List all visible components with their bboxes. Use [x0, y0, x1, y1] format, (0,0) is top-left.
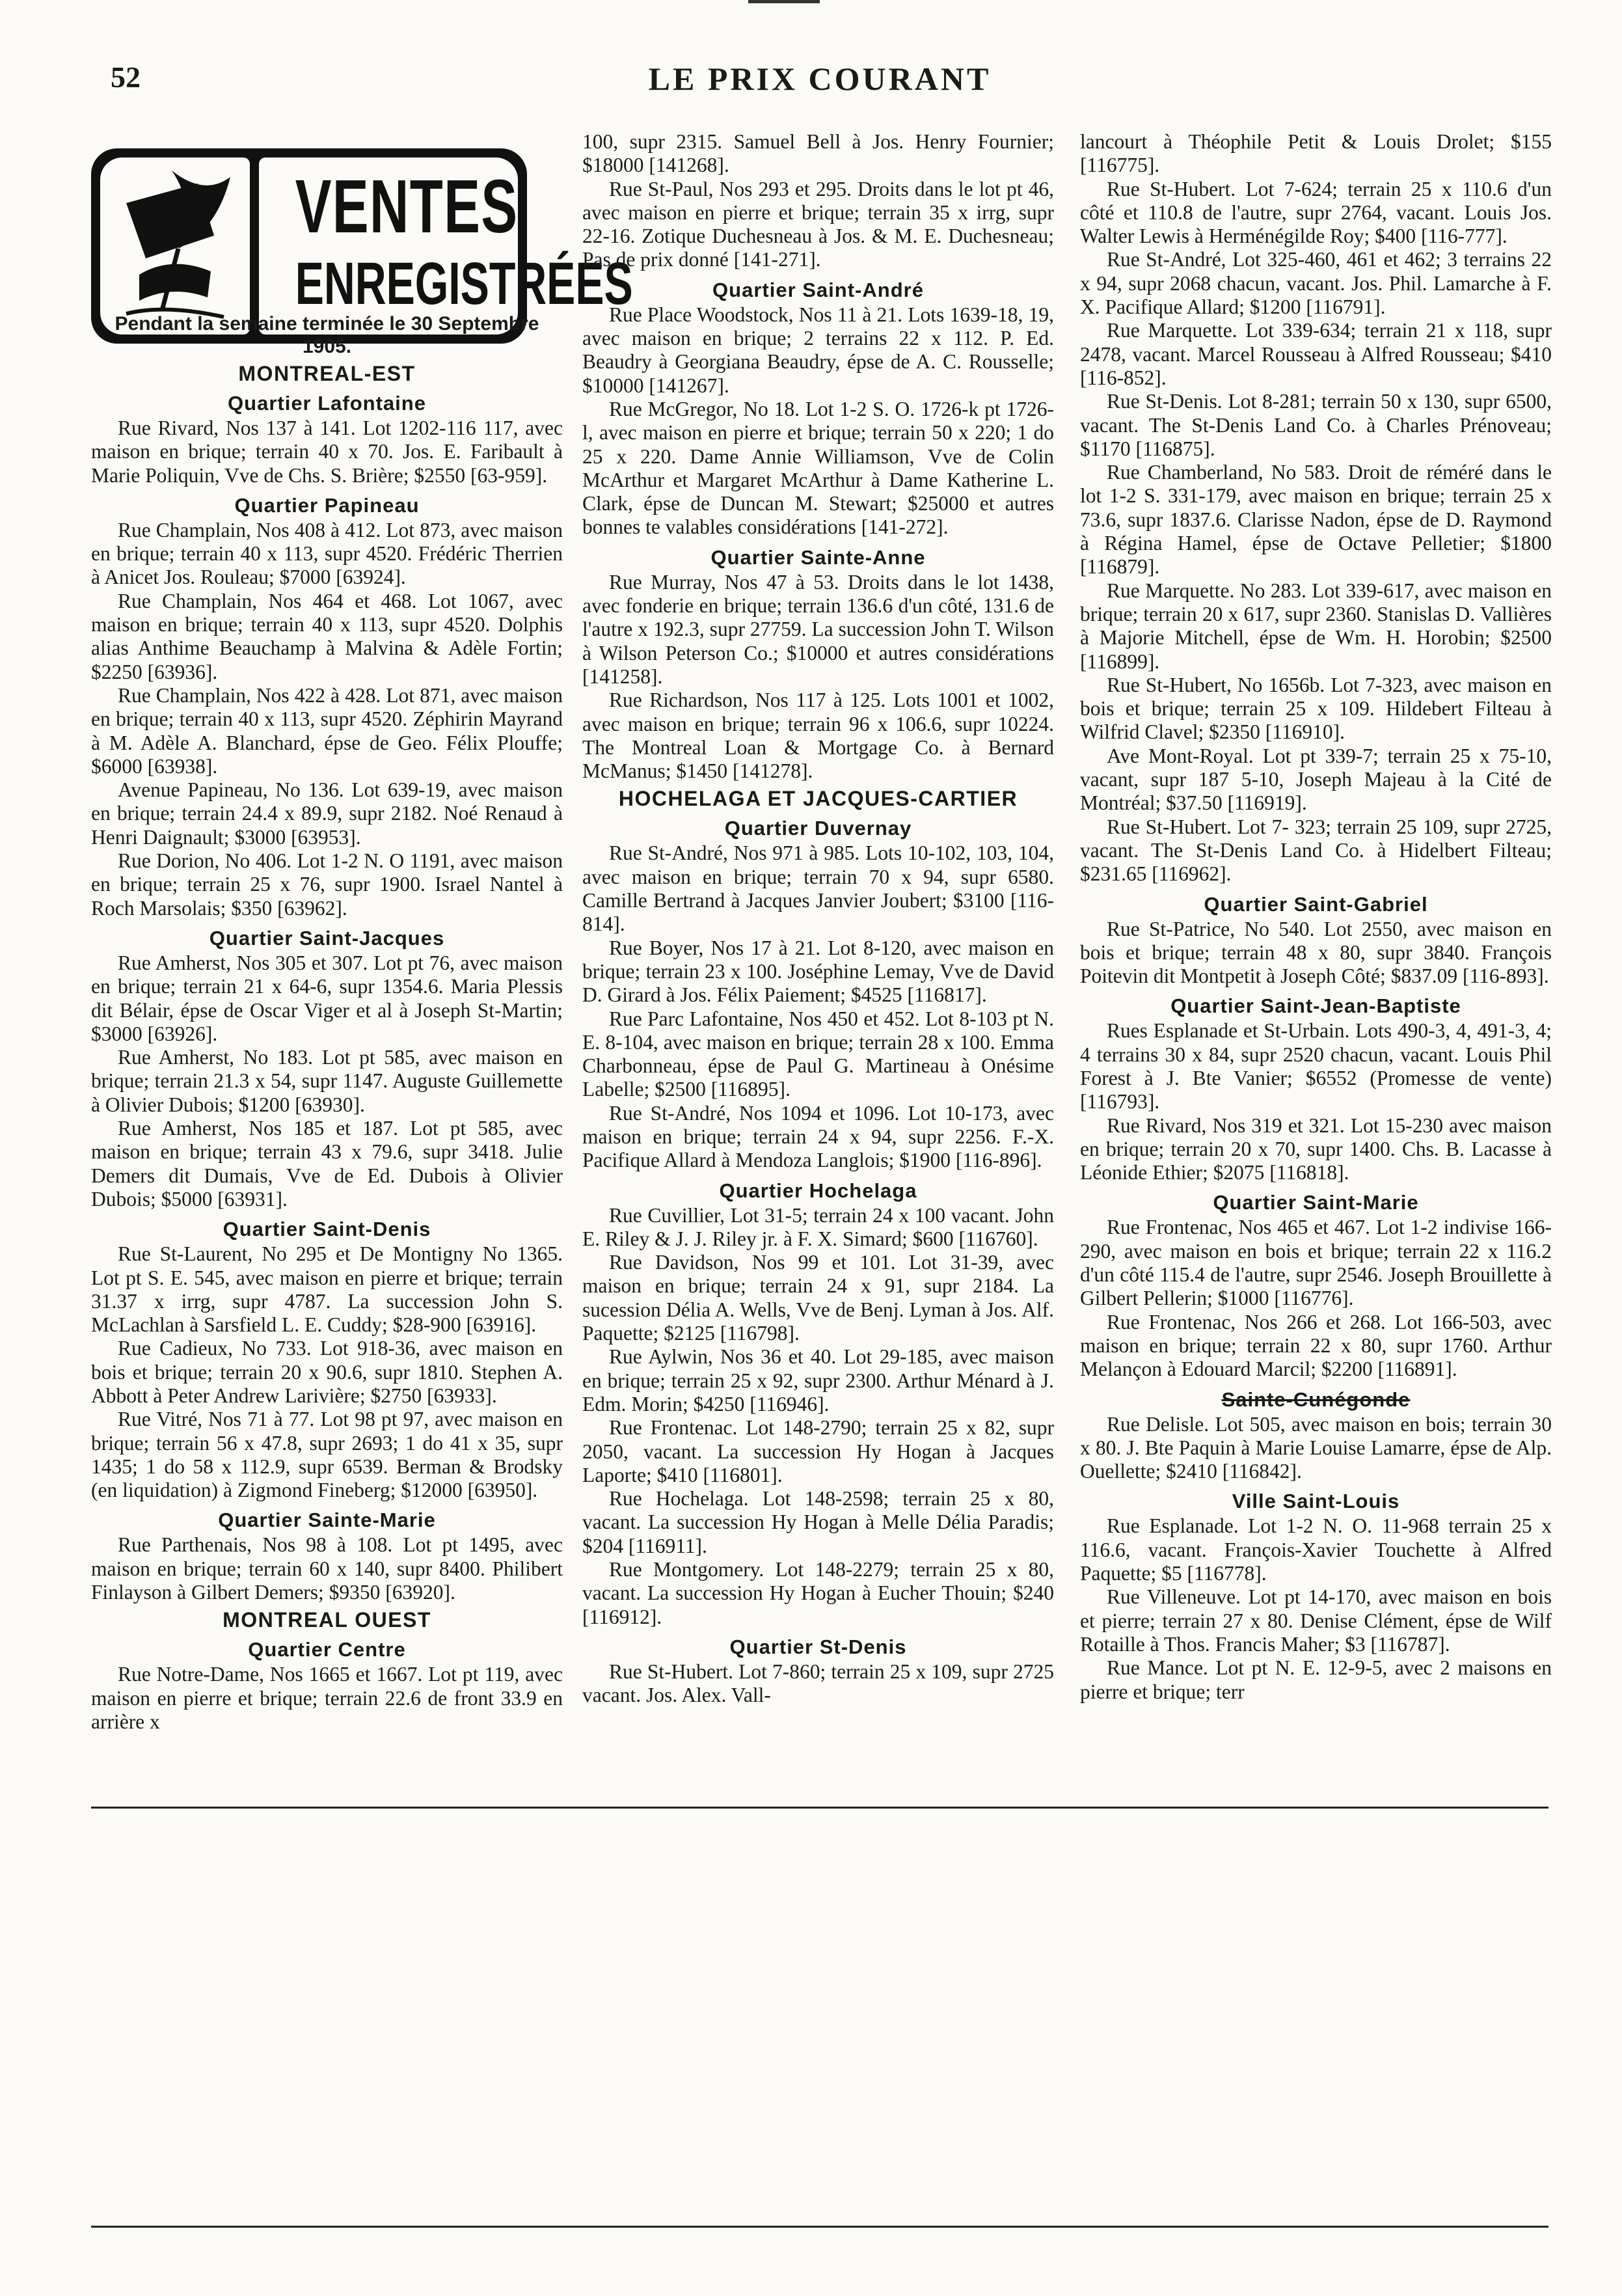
column-3: [1080, 130, 1552, 1704]
page-number: 52: [111, 61, 141, 94]
sale-entry: Rue St-Hubert. Lot 7- 323; terrain 25 109, supr 2725, vacant. The St-Denis Land Co. à Hidelbert Filteau; $231.65 [116962].: [1080, 815, 1552, 886]
section-heading: Quartier Saint-Jean-Baptiste: [1170, 994, 1461, 1018]
sale-entry: Rue Villeneuve. Lot pt 14-170, avec maison en bois et pierre; terrain 27 x 80. Denise Clément, épse de Wilf Rotaille à Thos. Francis Maher; $3 [116787].: [1080, 1585, 1552, 1656]
section-heading: Quartier Saint-Jacques: [209, 926, 445, 950]
column-1: [91, 312, 563, 1734]
sale-entry: Rue St-Hubert, No 1656b. Lot 7-323, avec maison en bois et brique; terrain 25 x 109. Hildebert Filteau à Wilfrid Clavel; $2350 [116910].: [1080, 673, 1552, 744]
sale-entry: Rue Hochelaga. Lot 148-2598; terrain 25 x 80, vacant. La succession Hy Hogan à Melle Délia Paradis; $204 [116911].: [582, 1487, 1054, 1557]
sale-entry: Rue St-Denis. Lot 8-281; terrain 50 x 130, supr 6500, vacant. The St-Denis Land Co. à Charles Prénoveau; $1170 [116875].: [1080, 390, 1552, 460]
sale-entry: Avenue Papineau, No 136. Lot 639-19, avec maison en brique; terrain 24.4 x 89.9, supr 2182. Noé Renaud à Henri Daignault; $3000 [63953].: [91, 778, 563, 849]
section-heading: Quartier Centre: [248, 1638, 406, 1661]
journal-title: LE PRIX COURANT: [648, 61, 992, 97]
sale-entry: 100, supr 2315. Samuel Bell à Jos. Henry Fournier; $18000 [141268].: [582, 130, 1054, 177]
sale-entry: Rue St-Hubert. Lot 7-860; terrain 25 x 109, supr 2725 vacant. Jos. Alex. Vall-: [582, 1660, 1054, 1707]
sale-entry: Rue Frontenac, Nos 465 et 467. Lot 1-2 indivise 166-290, avec maison en bois et brique; terrain 22 x 116.2 d'un côté 115.4 de l'autre, supr 2546. Joseph Brouillette à Gilbert Pellerin; $1000 [116776].: [1080, 1216, 1552, 1310]
sale-entry: Rue Montgomery. Lot 148-2279; terrain 25 x 80, vacant. La succession Hy Hogan à Eucher Thouin; $240 [116912].: [582, 1558, 1054, 1628]
section-heading: Quartier Saint-André: [712, 278, 924, 301]
sale-entry: Rue Rivard, Nos 137 à 141. Lot 1202-116 117, avec maison en brique; terrain 40 x 70. Jos. E. Faribault à Marie Poliquin, Vve de Chs. S. Brière; $2550 [63-959].: [91, 417, 563, 487]
sale-entry: Rue Davidson, Nos 99 et 101. Lot 31-39, avec maison en brique; terrain 24 x 91, supr 2184. La sucession Délia A. Wells, Vve de Benj. Lyman à Jos. Alf. Paquette; $2125 [116798].: [582, 1251, 1054, 1345]
top-rule: [748, 0, 820, 3]
banner-line-2: ENREGISTRÉES: [295, 251, 633, 317]
sale-entry: Rue Amherst, No 183. Lot pt 585, avec maison en brique; terrain 21.3 x 54, supr 1147. Auguste Guillemette à Olivier Dubois; $1200 [63930].: [91, 1046, 563, 1116]
quill-book-icon: [100, 157, 250, 335]
sale-entry: Ave Mont-Royal. Lot pt 339-7; terrain 25 x 75-10, vacant, supr 187 5-10, Joseph Majeau à la Cité de Montréal; $37.50 [116919].: [1080, 744, 1552, 815]
region-heading: MONTREAL-EST: [238, 362, 416, 385]
sale-entry: Rue Boyer, Nos 17 à 21. Lot 8-120, avec maison en brique; terrain 23 x 100. Joséphine Lemay, Vve de David D. Girard à Jos. Félix Paiement; $4525 [116817].: [582, 936, 1054, 1007]
sale-entry: Rue Cadieux, No 733. Lot 918-36, avec maison en bois et brique; terrain 20 x 90.6, supr 1810. Stephen A. Abbott à Peter Andrew Larivière; $2750 [63933].: [91, 1337, 563, 1407]
sale-entry: Rues Esplanade et St-Urbain. Lots 490-3, 4, 491-3, 4; 4 terrains 30 x 84, supr 2520 chacun, vacant. Louis Phil Forest à J. Bte Vanier; $6552 (Promesse de vente) [116793].: [1080, 1019, 1552, 1114]
sale-entry: Rue Marquette. No 283. Lot 339-617, avec maison en brique; terrain 20 x 617, supr 2360. Stanislas D. Vallières à Majorie Mitchell, épse de Wm. H. Horobin; $2500 [116899].: [1080, 579, 1552, 673]
fold-rule: [91, 1807, 1548, 1809]
sale-entry: Rue Notre-Dame, Nos 1665 et 1667. Lot pt 119, avec maison en pierre et brique; terrain 22.6 de front 33.9 en arrière x: [91, 1663, 563, 1733]
sale-entry: Rue Frontenac, Nos 266 et 268. Lot 166-503, avec maison en brique; terrain 22 x 80, supr 1760. Arthur Melançon à Edouard Marcil; $2200 [116891].: [1080, 1310, 1552, 1381]
sale-entry: Rue Place Woodstock, Nos 11 à 21. Lots 1639-18, 19, avec maison en brique; 2 terrains 22 x 112. P. Ed. Beaudry à Georgiana Beaudry, épse de A. C. Rousselle; $10000 [141267].: [582, 303, 1054, 397]
section-heading: Quartier Hochelaga: [719, 1179, 917, 1202]
sale-entry: Rue Chamberland, No 583. Droit de réméré dans le lot 1-2 S. 331-179, avec maison en brique; terrain 25 x 73.6, supr 1837.6. Clarisse Nadon, épse de D. Raymond à Régina Hamel, épse de Octave Pelletier; $1800 [116879].: [1080, 461, 1552, 579]
section-heading: Quartier Saint-Gabriel: [1204, 892, 1428, 916]
sale-entry: Rue Delisle. Lot 505, avec maison en bois; terrain 30 x 80. J. Bte Paquin à Marie Louise Lamarre, épse de Alp. Ouellette; $2410 [116842].: [1080, 1412, 1552, 1483]
banner-line-1: VENTES: [295, 164, 519, 249]
sale-entry: Rue St-Hubert. Lot 7-624; terrain 25 x 110.6 d'un côté et 110.8 de l'autre, supr 2764, vacant. Louis Jos. Walter Lewis à Herménégilde Roy; $400 [116-777].: [1080, 177, 1552, 248]
sale-entry: lancourt à Théophile Petit & Louis Drolet; $155 [116775].: [1080, 130, 1552, 177]
sale-entry: Rue Marquette. Lot 339-634; terrain 21 x 118, supr 2478, vacant. Marcel Rousseau à Alfred Rousseau; $410 [116-852].: [1080, 319, 1552, 389]
section-heading: Sainte-Cunégonde: [1221, 1387, 1411, 1411]
sale-entry: Rue Parc Lafontaine, Nos 450 et 452. Lot 8-103 pt N. E. 8-104, avec maison en brique; terrain 28 x 100. Emma Charbonneau, épse de Paul G. Martineau à Onésime Labelle; $2500 [116895].: [582, 1007, 1054, 1101]
sale-entry: Rue Vitré, Nos 71 à 77. Lot 98 pt 97, avec maison en brique; terrain 56 x 47.8, supr 2693; 1 do 41 x 35, supr 1435; 1 do 58 x 112.9, supr 6539. Berman & Brodsky (en liquidation) à Zigmond Fineberg; $12000 [63950].: [91, 1408, 563, 1502]
sale-entry: Rue McGregor, No 18. Lot 1-2 S. O. 1726-k pt 1726-l, avec maison en pierre et brique; terrain 50 x 220; 1 do 25 x 220. Dame Annie Williamson, Vve de Colin McArthur et Margaret McArthur à Dame Katherine L. Clark, épse de Duncan M. Stewart; $25000 et autres bonnes te valables considérations [141-272].: [582, 397, 1054, 539]
sale-entry: Rue St-André, Nos 971 à 985. Lots 10-102, 103, 104, avec maison en brique; terrain 70 x 94, supr 6580. Camille Bertrand à Jacques Janvier Joubert; $3100 [116-814].: [582, 841, 1054, 936]
sale-entry: Rue Champlain, Nos 464 et 468. Lot 1067, avec maison en brique; terrain 40 x 113, supr 4520. Dolphis alias Anthime Beauchamp à Malvina & Adèle Fortin; $2250 [63936].: [91, 589, 563, 683]
sale-entry: Rue Rivard, Nos 319 et 321. Lot 15-230 avec maison en brique; terrain 20 x 70, supr 1400. Chs. B. Lacasse à Léonide Ethier; $2075 [116818].: [1080, 1114, 1552, 1184]
section-heading: Quartier Sainte-Marie: [218, 1509, 436, 1532]
sale-entry: Rue Mance. Lot pt N. E. 12-9-5, avec 2 maisons en pierre et brique; terr: [1080, 1656, 1552, 1703]
section-heading: Quartier St-Denis: [729, 1635, 907, 1658]
section-heading: Ville Saint-Louis: [1232, 1490, 1400, 1513]
intro-heading: Pendant la semaine terminée le 30 Septembre 1905.: [115, 313, 539, 357]
sale-entry: Rue St-Patrice, No 540. Lot 2550, avec maison en bois et brique; terrain 48 x 80, supr 3840. François Poitevin dit Montpetit à Joseph Côté; $837.09 [116-893].: [1080, 917, 1552, 988]
sale-entry: Rue Richardson, Nos 117 à 125. Lots 1001 et 1002, avec maison en brique; terrain 96 x 106.6, supr 10224. The Montreal Loan & Mortgage Co. à Bernard McManus; $1450 [141278].: [582, 689, 1054, 783]
sale-entry: Rue St-André, Nos 1094 et 1096. Lot 10-173, avec maison en brique; terrain 24 x 94, supr 2256. F.-X. Pacifique Allard à Mendoza Langlois; $1900 [116-896].: [582, 1101, 1054, 1172]
region-heading: MONTREAL OUEST: [223, 1608, 431, 1632]
section-heading: Quartier Saint-Marie: [1213, 1191, 1419, 1214]
sale-entry: Rue St-André, Lot 325-460, 461 et 462; 3 terrains 22 x 94, supr 2068 chacun, vacant. Jos. Phil. Lamarche à F. X. Pacifique Allard; $1200 [116791].: [1080, 248, 1552, 319]
section-heading: Quartier Papineau: [234, 493, 420, 517]
sale-entry: Rue Esplanade. Lot 1-2 N. O. 11-968 terrain 25 x 116.6, vacant. François-Xavier Touchette à Alfred Paquette; $5 [116778].: [1080, 1514, 1552, 1585]
sale-entry: Rue St-Laurent, No 295 et De Montigny No 1365. Lot pt S. E. 545, avec maison en pierre et brique; terrain 31.37 x irrg, supr 4787. La succession John S. McLachlan à Sarsfield L. E. Cuddy; $28-900 [63916].: [91, 1242, 563, 1337]
sale-entry: Rue Amherst, Nos 305 et 307. Lot pt 76, avec maison en brique; terrain 21 x 64-6, supr 1354.6. Maria Plessis dit Bélair, épse de Oscar Viger et al à Joseph St-Martin; $3000 [63926].: [91, 951, 563, 1045]
region-heading: HOCHELAGA ET JACQUES-CARTIER: [618, 787, 1018, 811]
sale-entry: Rue Frontenac. Lot 148-2790; terrain 25 x 82, supr 2050, vacant. La succession Hy Hogan à Jacques Laporte; $410 [116801].: [582, 1416, 1054, 1486]
section-heading: Quartier Sainte-Anne: [710, 545, 926, 569]
section-heading: Quartier Duvernay: [724, 817, 912, 840]
section-heading: Quartier Lafontaine: [228, 392, 426, 415]
bottom-rule: [91, 2226, 1548, 2228]
sale-entry: Rue Murray, Nos 47 à 53. Droits dans le lot 1438, avec fonderie en brique; terrain 136.6 d'un côté, 131.6 de l'autre x 192.3, supr 27759. La succession John T. Wilson à Wilson Peterson Co.; $10000 et autres considérations [141258].: [582, 570, 1054, 688]
page-header: [104, 60, 1535, 105]
sale-entry: Rue Champlain, Nos 422 à 428. Lot 871, avec maison en brique; terrain 40 x 113, supr 4520. Zéphirin Mayrand à M. Adèle A. Blanchard, épse de Geo. Félix Plouffe; $6000 [63938].: [91, 683, 563, 778]
sale-entry: Rue St-Paul, Nos 293 et 295. Droits dans le lot pt 46, avec maison en pierre et brique; terrain 35 x irrg, supr 22-16. Zotique Duchesneau à Jos. & M. E. Duchesneau; Pas de prix donné [141-271].: [582, 177, 1054, 271]
sale-entry: Rue Dorion, No 406. Lot 1-2 N. O 1191, avec maison en brique; terrain 25 x 76, supr 1900. Israel Nantel à Roch Marsolais; $350 [63962].: [91, 849, 563, 920]
sale-entry: Rue Parthenais, Nos 98 à 108. Lot pt 1495, avec maison en brique; terrain 60 x 140, supr 8400. Philibert Finlayson à Gilbert Demers; $9350 [63920].: [91, 1533, 563, 1604]
section-heading: Quartier Saint-Denis: [223, 1218, 431, 1241]
column-2: [582, 130, 1054, 1708]
banner-title: [259, 157, 633, 335]
sale-entry: Rue Cuvillier, Lot 31-5; terrain 24 x 100 vacant. John E. Riley & J. J. Riley jr. à F. X. Simard; $600 [116760].: [582, 1203, 1054, 1250]
sale-entry: Rue Amherst, Nos 185 et 187. Lot pt 585, avec maison en brique; terrain 43 x 79.6, supr 3418. Julie Demers dit Dumais, Vve de Ed. Dubois à Olivier Dubois; $5000 [63931].: [91, 1117, 563, 1210]
sale-entry: Rue Champlain, Nos 408 à 412. Lot 873, avec maison en brique; terrain 40 x 113, supr 4520. Frédéric Therrien à Anicet Jos. Rouleau; $7000 [63924].: [91, 518, 563, 589]
sale-entry: Rue Aylwin, Nos 36 et 40. Lot 29-185, avec maison en brique; terrain 25 x 92, supr 2300. Arthur Ménard à J. Edm. Morin; $4250 [116946].: [582, 1345, 1054, 1415]
